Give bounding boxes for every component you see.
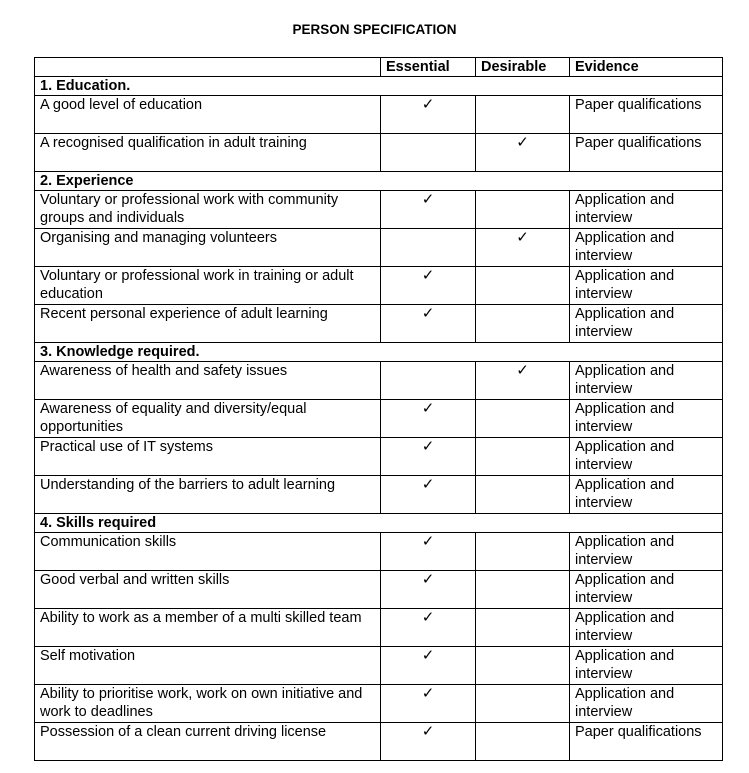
desirable-check: ✓ — [476, 229, 570, 267]
essential-check: ✓ — [381, 609, 476, 647]
table-row — [35, 438, 723, 476]
criteria-cell: Ability to prioritise work, work on own initiative and work to deadlines — [35, 685, 381, 723]
essential-check: ✓ — [381, 267, 476, 305]
evidence-cell: Application and interview — [570, 571, 723, 609]
table-row — [35, 609, 723, 647]
section-heading: 4. Skills required — [35, 514, 723, 533]
header-essential: Essential — [381, 58, 476, 77]
desirable-check — [476, 438, 570, 476]
page-title: PERSON SPECIFICATION — [292, 22, 457, 37]
criteria-cell: Understanding of the barriers to adult learning — [35, 476, 381, 514]
evidence-cell: Application and interview — [570, 438, 723, 476]
table-row — [35, 362, 723, 400]
table-body — [35, 77, 723, 761]
desirable-check: ✓ — [476, 362, 570, 400]
essential-check: ✓ — [381, 685, 476, 723]
section-row — [35, 343, 723, 362]
evidence-cell: Application and interview — [570, 647, 723, 685]
criteria-cell: Good verbal and written skills — [35, 571, 381, 609]
desirable-check — [476, 685, 570, 723]
desirable-check — [476, 305, 570, 343]
desirable-check — [476, 191, 570, 229]
evidence-cell: Paper qualifications — [570, 96, 723, 134]
criteria-cell: Organising and managing volunteers — [35, 229, 381, 267]
criteria-cell: Recent personal experience of adult learning — [35, 305, 381, 343]
essential-check: ✓ — [381, 476, 476, 514]
section-heading: 3. Knowledge required. — [35, 343, 723, 362]
desirable-check — [476, 533, 570, 571]
section-heading: 1. Education. — [35, 77, 723, 96]
evidence-cell: Application and interview — [570, 685, 723, 723]
criteria-cell: Self motivation — [35, 647, 381, 685]
criteria-cell: A good level of education — [35, 96, 381, 134]
table-row — [35, 647, 723, 685]
essential-check: ✓ — [381, 723, 476, 761]
criteria-cell: A recognised qualification in adult training — [35, 134, 381, 172]
evidence-cell: Application and interview — [570, 191, 723, 229]
criteria-cell: Ability to work as a member of a multi skilled team — [35, 609, 381, 647]
table-row — [35, 96, 723, 134]
evidence-cell: Paper qualifications — [570, 723, 723, 761]
essential-check: ✓ — [381, 96, 476, 134]
essential-check: ✓ — [381, 191, 476, 229]
table-row — [35, 229, 723, 267]
section-row — [35, 77, 723, 96]
section-row — [35, 514, 723, 533]
table-row — [35, 134, 723, 172]
table-row — [35, 571, 723, 609]
desirable-check: ✓ — [476, 134, 570, 172]
criteria-cell: Awareness of health and safety issues — [35, 362, 381, 400]
evidence-cell: Application and interview — [570, 609, 723, 647]
essential-check — [381, 134, 476, 172]
table-row — [35, 533, 723, 571]
desirable-check — [476, 476, 570, 514]
evidence-cell: Application and interview — [570, 476, 723, 514]
essential-check — [381, 362, 476, 400]
desirable-check — [476, 571, 570, 609]
header-criteria — [35, 58, 381, 77]
section-row — [35, 172, 723, 191]
evidence-cell: Application and interview — [570, 362, 723, 400]
essential-check — [381, 229, 476, 267]
criteria-cell: Practical use of IT systems — [35, 438, 381, 476]
evidence-cell: Application and interview — [570, 533, 723, 571]
criteria-cell: Communication skills — [35, 533, 381, 571]
header-evidence: Evidence — [570, 58, 723, 77]
person-specification-table — [34, 57, 723, 761]
evidence-cell: Application and interview — [570, 267, 723, 305]
criteria-cell: Voluntary or professional work with community groups and individuals — [35, 191, 381, 229]
section-heading: 2. Experience — [35, 172, 723, 191]
table-row — [35, 305, 723, 343]
essential-check: ✓ — [381, 571, 476, 609]
desirable-check — [476, 647, 570, 685]
essential-check: ✓ — [381, 438, 476, 476]
table-row — [35, 267, 723, 305]
desirable-check — [476, 723, 570, 761]
header-desirable: Desirable — [476, 58, 570, 77]
evidence-cell: Application and interview — [570, 305, 723, 343]
desirable-check — [476, 96, 570, 134]
table-row — [35, 191, 723, 229]
table-row — [35, 400, 723, 438]
criteria-cell: Possession of a clean current driving license — [35, 723, 381, 761]
evidence-cell: Application and interview — [570, 400, 723, 438]
table-row — [35, 685, 723, 723]
evidence-cell: Paper qualifications — [570, 134, 723, 172]
header-row — [35, 58, 723, 77]
criteria-cell: Voluntary or professional work in training or adult education — [35, 267, 381, 305]
criteria-cell: Awareness of equality and diversity/equal opportunities — [35, 400, 381, 438]
essential-check: ✓ — [381, 647, 476, 685]
evidence-cell: Application and interview — [570, 229, 723, 267]
desirable-check — [476, 267, 570, 305]
table-row — [35, 723, 723, 761]
essential-check: ✓ — [381, 400, 476, 438]
table-row — [35, 476, 723, 514]
essential-check: ✓ — [381, 305, 476, 343]
desirable-check — [476, 609, 570, 647]
essential-check: ✓ — [381, 533, 476, 571]
desirable-check — [476, 400, 570, 438]
